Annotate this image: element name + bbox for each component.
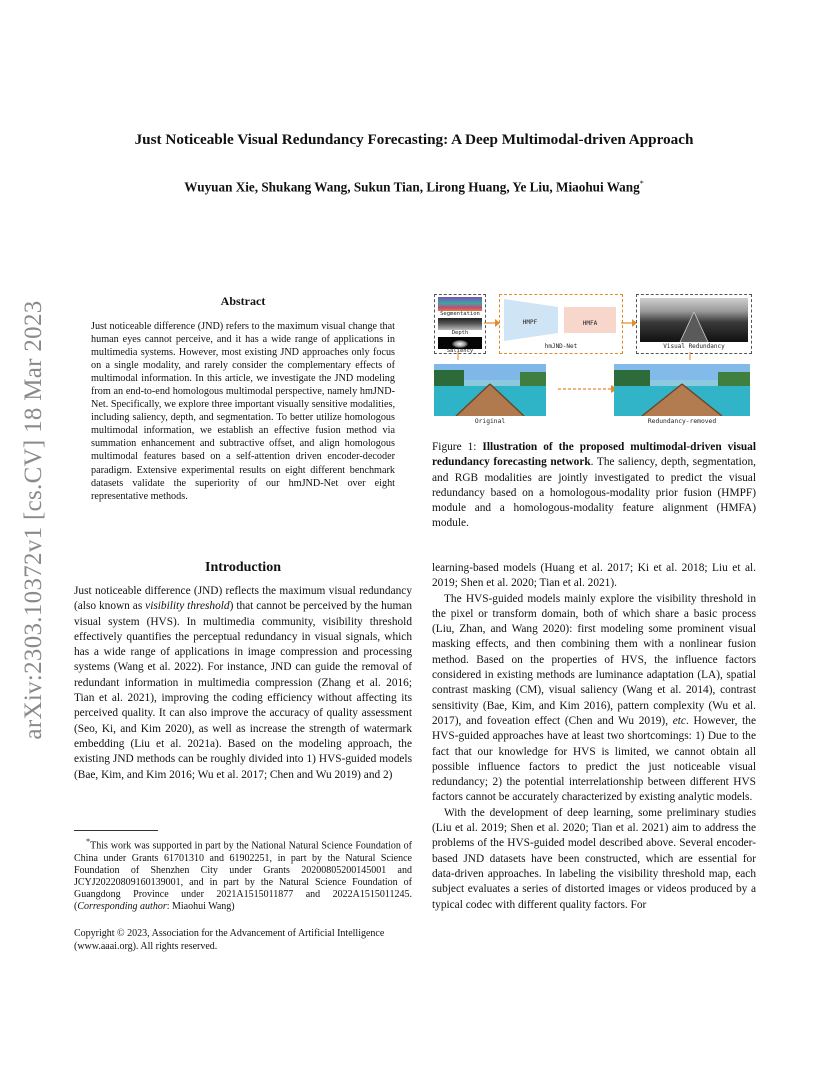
- arrow-right-icon: [484, 318, 500, 328]
- caption-prefix: Figure 1:: [432, 441, 483, 453]
- visual-redundancy-box: [636, 294, 752, 354]
- visual-redundancy-map: [640, 298, 748, 342]
- right-paragraph-2: [432, 592, 756, 806]
- footnote-emphasis: Corresponding author: [77, 901, 167, 913]
- arrow-right-icon: [558, 384, 618, 394]
- pier-photo: [434, 364, 546, 416]
- copyright-notice: Copyright © 2023, Association for the Advancement of Artificial Intelligence (www.aaai.org). All rights reserved.: [74, 928, 385, 952]
- arxiv-identifier: arXiv:2303.10372v1 [cs.CV] 18 Mar 2023: [20, 300, 47, 740]
- right-paragraph-1: learning-based models (Huang et al. 2017; Ki et al. 2018; Liu et al. 2019; Shen et al. 2020; Tian et al. 2021).: [432, 562, 756, 590]
- intro-emphasis: visibility threshold: [145, 600, 230, 613]
- footnote-text: : Miaohui Wang): [166, 901, 235, 913]
- original-label: Original: [474, 418, 506, 425]
- funding-footnote: [74, 836, 412, 914]
- caption-text: . The saliency, depth, segmentation, and RGB modalities are jointly investigated to predict the visual redundancy based on a homologous-modality prior fusion (HMPF) module and a homologous-modality feature alignment (HMFA) module.: [432, 456, 756, 530]
- right-paragraph-3: With the development of deep learning, some preliminary studies (Liu et al. 2019; Shen et al. 2020; Tian et al. 2021) aim to address the problems of the HVS-guided model described above. Several encoder-based JND datasets have been constructed, which are essential for data-driven approaches. In labeling the visibility threshold map, each subject evaluates a series of distorted images or videos produced by a typical codec with different quality factors. For: [432, 806, 756, 911]
- hmpf-label: HMPF: [522, 319, 538, 326]
- paper-title: Just Noticeable Visual Redundancy Forecasting: A Deep Multimodal-driven Approach: [134, 131, 694, 148]
- right-emphasis: etc: [672, 714, 686, 727]
- original-image: [434, 364, 546, 416]
- pier-sketch: [640, 298, 748, 342]
- depth-label: Depth: [451, 330, 469, 336]
- hmfa-label: HMFA: [582, 320, 598, 327]
- caption-bold: Illustration of the proposed multimodal-driven visual redundancy forecasting network: [432, 441, 756, 469]
- net-label: hmJND-Net: [544, 343, 578, 350]
- right-text-part: . However, the HVS-guided approaches have at least two shortcomings: 1) Due to the fact that our knowledge for HVS is limited, we cannot obtain all possible influence factors to predict the just noticeable visual redundancy; 2) the potential interrelationship between different HVS factors cannot be accurately characterized by existing analytic models.: [432, 714, 756, 804]
- hmjnd-net-box: [499, 294, 623, 354]
- figure-1-caption: [432, 440, 756, 532]
- arxiv-side-stamp: [14, 280, 54, 760]
- segmentation-map: [438, 297, 482, 311]
- saliency-label: Saliency: [446, 348, 474, 354]
- abstract-text: Just noticeable difference (JND) refers to the maximum visual change that human eyes cannot perceive, and it has a wide range of applications in multimedia systems. However, most existing JND approaches only focus on a single modality, and rarely consider the complementary effects of multimodal information. In this article, we investigate the JND modeling from an end-to-end homologous multimodal perspective, namely hmJND-Net. Specifically, we explore three important visually sensitive modalities, including saliency, depth, and segmentation. To better utilize homologous multimodal information, we establish an effective fusion method via summation enhancement and subtractive offset, and align homologous multimodal features based on a self-attention driven encoder-decoder paradigm. Extensive experimental results on eight different benchmark datasets validate the superiority of our hmJND-Net over eight representative methods.: [91, 321, 395, 502]
- footnote-mark: *: [86, 837, 91, 846]
- author-names: Wuyuan Xie, Shukang Wang, Sukun Tian, Lirong Huang, Ye Liu, Miaohui Wang: [184, 179, 640, 195]
- redundancy-removed-label: Redundancy-removed: [647, 418, 717, 425]
- footnote-text: This work was supported in part by the National Natural Science Foundation of China under Grants 61701310 and 61902251, in part by the Natural Science Foundation of Shenzhen City under Grants 20200805200145001 and JCYJ20220809160139001, and in part by the Natural Science Foundation of Guangdong Province under 2021A1515011877 and 2022A1515011245. (: [74, 840, 412, 913]
- redundancy-removed-image: [614, 364, 750, 416]
- introduction-paragraph: [74, 584, 412, 783]
- depth-map: [438, 318, 482, 330]
- segmentation-label: Segmentation: [440, 311, 480, 317]
- figure-1: [432, 292, 756, 432]
- right-text-part: The HVS-guided models mainly explore the visibility threshold in the pixel or transform domain, both of which share a basic process (Liu, Zhan, and Wang 2020): first modeling some prominent visual masking effects, and then combining them with a nonlinear fusion method. Based on the properties of HVS, the influence factors considered in existing methods are luminance adaptation (LA), spatial contrast masking (CM), visual saliency (Wang et al. 2014), contrast sensitivity (Bae, Kim, and Kim 2016), pattern complexity (Wu et al. 2017), and foveation effect (Chen and Wu 2019),: [432, 592, 756, 727]
- modality-input-box: [434, 294, 486, 354]
- intro-text-part: Just noticeable difference (JND) reflects the maximum visual redundancy (also known as: [74, 585, 412, 613]
- introduction-heading: Introduction: [205, 560, 281, 575]
- visual-redundancy-label: Visual Redundancy: [663, 343, 725, 350]
- abstract-heading: Abstract: [220, 294, 266, 308]
- author-footnote-mark: *: [639, 179, 644, 188]
- intro-text-part: ) that cannot be perceived by the human visual system (HVS). In multimedia community, visibility threshold effectively quantifies the perceptual redundancy in visual signals, which has a wide range of applications in image compression and processing systems (Wang et al. 2022). For instance, JND can guide the removal of redundant information in multimedia compression (Zhang et al. 2016; Tian et al. 2021), improving the coding efficiency without affecting its perceived quality. It can also improve the accuracy of quality assessment (Seo, Ki, and Kim 2020), as well as increase the strength of watermark embedding (Liu et al. 2021a). Based on the modeling approach, the existing JND methods can be roughly divided into 1) HVS-guided models (Bae, Kim, and Kim 2016; Wu et al. 2017; Chen and Wu 2019) and 2): [74, 600, 412, 781]
- author-list: [60, 179, 768, 195]
- right-column-text: [432, 561, 756, 913]
- pier-photo: [614, 364, 750, 416]
- footnote-divider: [74, 830, 158, 831]
- arrow-right-icon: [621, 318, 637, 328]
